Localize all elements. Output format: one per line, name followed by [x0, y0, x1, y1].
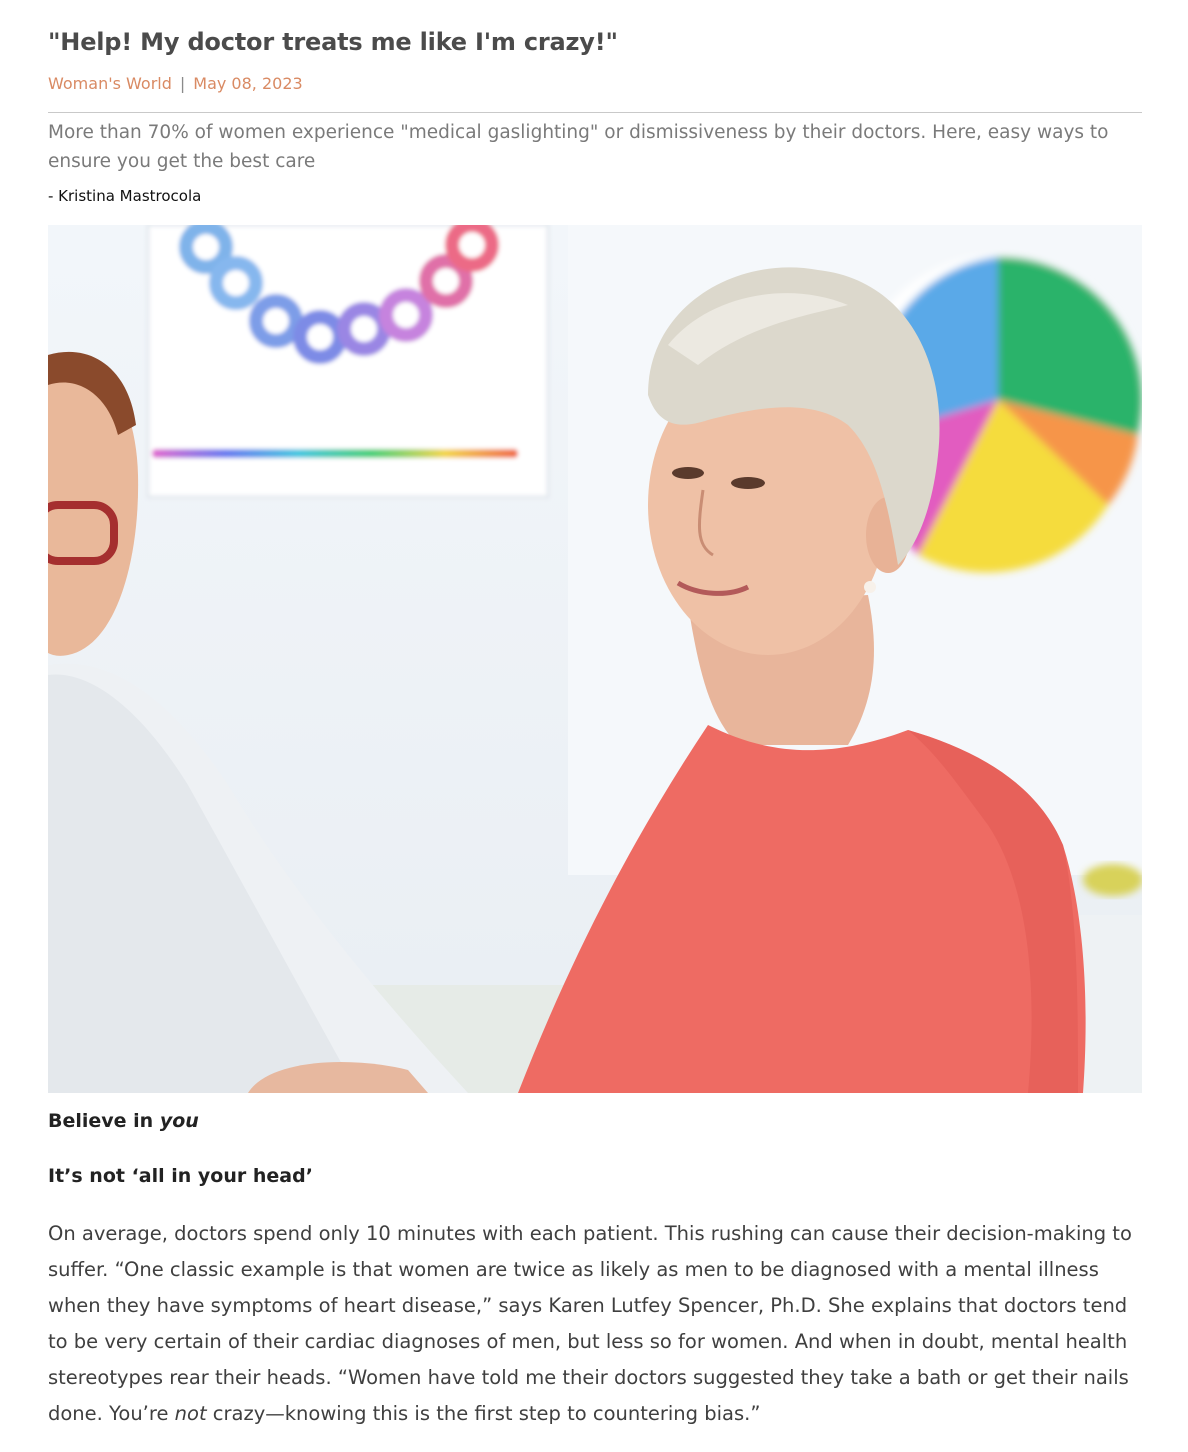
paragraph-text-start: On average, doctors spend only 10 minutes with each patient. This rushing can cause their decision-making to suffer. “One classic example is that women are twice as likely as men to be diagnosed with a mental illness when they have symptoms of heart disease,” says Karen Lutfey Spencer, Ph.D. She explains that doctors tend to be very certain of their cardiac diagnoses of men, but less so for women. And when in doubt, mental health stereotypes rear their heads. “Women have told me their doctors suggested they take a bath or get their nails done. You’re — [48, 1222, 1132, 1425]
header-divider — [48, 112, 1142, 113]
meta-separator: | — [179, 74, 186, 93]
section-heading-believe — [48, 1110, 199, 1132]
article-meta — [48, 74, 303, 93]
article-dek: More than 70% of women experience "medical gaslighting" or dismissiveness by their doctors. Here, easy ways to ensure you get the best care — [48, 122, 1109, 172]
paragraph-emphasis: not — [174, 1402, 207, 1425]
source-link[interactable]: Woman's World — [48, 74, 172, 93]
author-byline: - Kristina Mastrocola — [48, 187, 202, 205]
section-heading-not-in-head: It’s not ‘all in your head’ — [48, 1165, 313, 1187]
heading-emphasis: you — [159, 1110, 199, 1132]
wall-poster — [148, 225, 548, 497]
heading-text: Believe in — [48, 1110, 160, 1132]
body-paragraph — [48, 1216, 1142, 1432]
hero-photo — [48, 225, 1142, 1093]
article-title: "Help! My doctor treats me like I'm crazy!" — [48, 28, 618, 56]
hero-illustration — [48, 225, 1142, 1093]
paragraph-text-end: crazy—knowing this is the first step to countering bias.” — [206, 1402, 761, 1425]
publish-date: May 08, 2023 — [193, 74, 303, 93]
